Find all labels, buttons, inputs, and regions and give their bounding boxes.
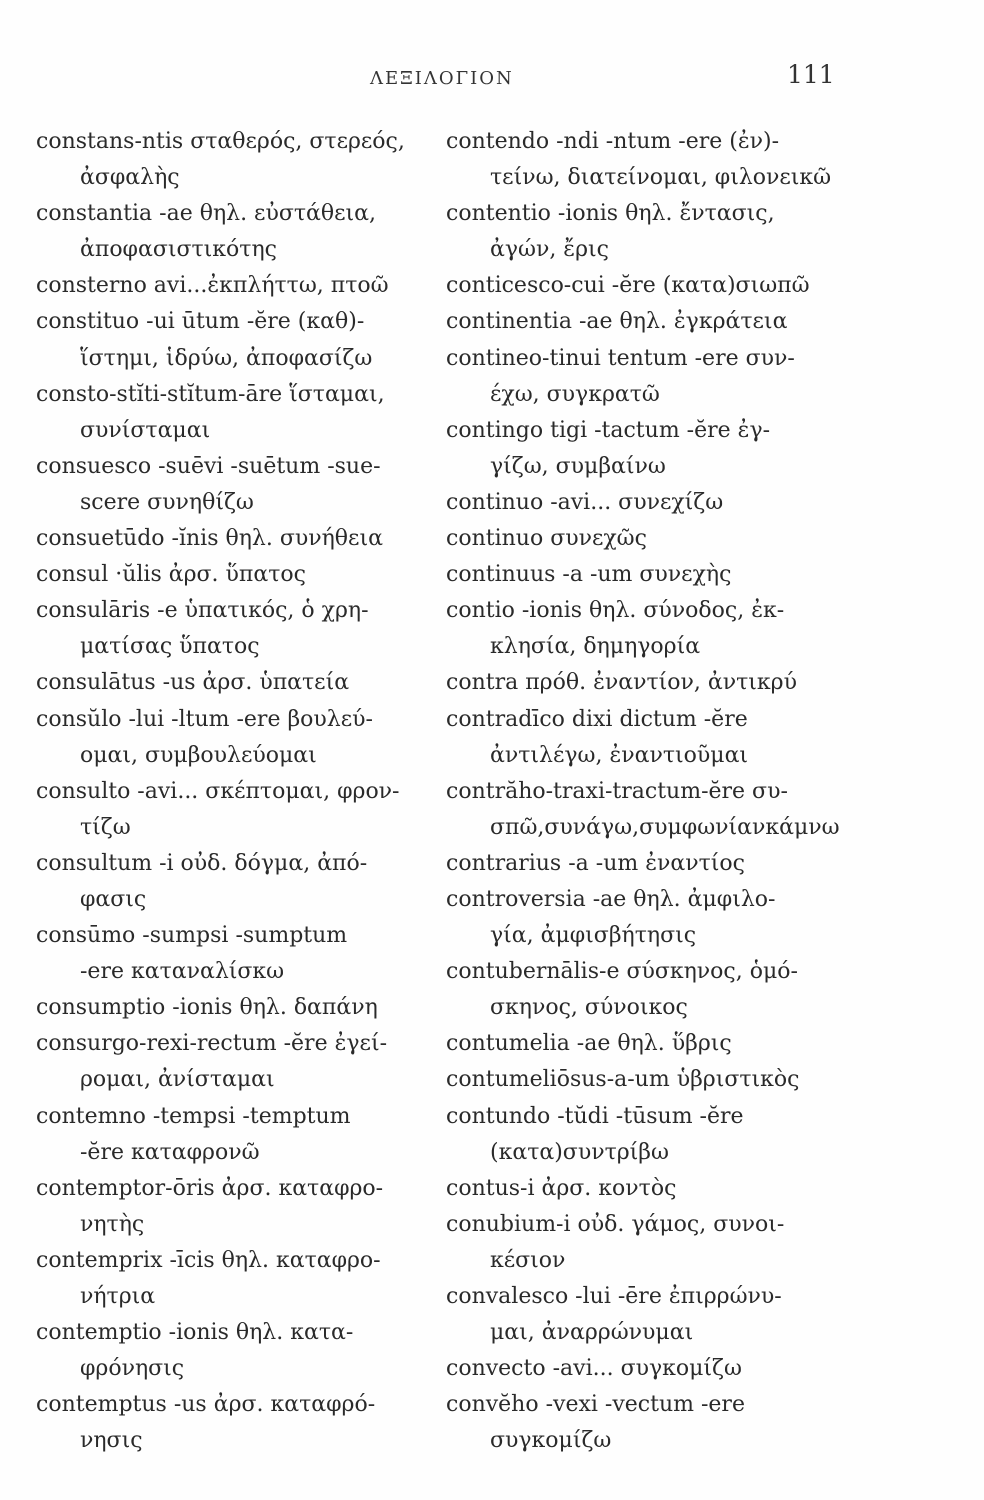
entry-continuation-line: ἀποφασιστικότης [80, 237, 277, 263]
right-column [446, 124, 866, 1459]
entry-line: consultum -i οὐδ. δόγμα, ἀπό- [36, 850, 368, 876]
entry-line: contemprix -īcis θηλ. καταφρο- [36, 1247, 381, 1273]
entry-continuation-line: σπῶ,συνάγω,συμφωνίανκάμνω [490, 814, 840, 840]
left-column [36, 124, 456, 1459]
entry-line: constituo -ui ūtum -ĕre (καθ)- [36, 309, 365, 335]
entry-continuation-line: νήτρια [80, 1284, 156, 1309]
entry-continuation-line: τείνω, διατείνομαι, φιλονεικῶ [490, 165, 832, 191]
entry-line: consterno avi...ἐκπλήττω, πτοῶ [36, 273, 389, 299]
entry-line: contemptor-ōris ἀρσ. καταφρο- [36, 1175, 384, 1201]
entry-line: contio -ionis θηλ. σύνοδος, ἐκ- [446, 598, 785, 624]
entry-line: constans-ntis σταθερός, στερεός, [36, 129, 405, 154]
entry-continuation-line: νητὴς [80, 1211, 145, 1237]
entry-continuation-line: μαι, ἀναρρώνυμαι [490, 1320, 694, 1346]
entry-continuation-line: νησις [80, 1428, 143, 1454]
entry-line: continuo -avi... συνεχίζω [446, 489, 724, 515]
entry-line: contubernālis-e σύσκηνος, ὁμό- [446, 959, 798, 985]
entry-continuation-line: τίζω [80, 814, 131, 840]
entry-line: constantia -ae θηλ. εὐστάθεια, [36, 201, 376, 227]
entry-continuation-line: συγκομίζω [490, 1428, 612, 1454]
entry-continuation-line: φρόνησις [80, 1356, 185, 1382]
page-title: ΛΕΞΙΛΟΓΙΟΝ [370, 68, 514, 89]
entry-line: convĕho -vexi -vectum -ere [446, 1392, 745, 1418]
entry-line: contrăho-traxi-tractum-ĕre συ- [446, 778, 788, 804]
entry-line: consul ·ŭlis ἀρσ. ὕπατος [36, 562, 306, 588]
entry-line: consulto -avi... σκέπτομαι, φρον- [36, 778, 400, 804]
entry-line: contemno -tempsi -temptum [36, 1103, 351, 1129]
entry-line: contumelia -ae θηλ. ὕβρις [446, 1031, 732, 1057]
entry-line: contineo-tinui tentum -ere συν- [446, 345, 795, 371]
entry-line: contumeliōsus-a-um ὑβριστικὸς [446, 1067, 800, 1093]
entry-line: contundo -tŭdi -tūsum -ĕre [446, 1103, 744, 1129]
page-number: 111 [787, 60, 835, 89]
entry-continuation-line: ρομαι, ἀνίσταμαι [80, 1067, 275, 1093]
entry-continuation-line: ἀσφαλὴς [80, 165, 180, 191]
entry-line: consūmo -sumpsi -sumptum [36, 923, 348, 949]
entry-continuation-line: ἀγών, ἔρις [490, 237, 609, 263]
entry-line: consulāris -e ὑπατικός, ὁ χρη- [36, 598, 369, 624]
entry-line: continuus -a -um συνεχὴς [446, 562, 732, 588]
entry-line: contendo -ndi -ntum -ere (ἐν)- [446, 129, 780, 154]
entry-continuation-line: σκηνος, σύνοικος [490, 995, 688, 1021]
entry-continuation-line: έχω, συγκρατῶ [490, 381, 660, 407]
entry-line: contemptio -ionis θηλ. κατα- [36, 1320, 354, 1346]
entry-continuation-line: φασις [80, 886, 147, 912]
entry-line: convalesco -lui -ēre ἐπιρρώνυ- [446, 1284, 782, 1309]
entry-line: controversia -ae θηλ. ἀμφιλο- [446, 886, 776, 912]
entry-line: consumptio -ionis θηλ. δαπάνη [36, 995, 378, 1021]
entry-continuation-line: -ĕre καταφρονῶ [80, 1139, 260, 1165]
entry-continuation-line: ἵστημι, ἱδρύω, ἀποφασίζω [80, 345, 373, 371]
entry-continuation-line: συνίσταμαι [80, 417, 211, 443]
entry-continuation-line: γία, ἀμφισβήτησις [490, 923, 697, 949]
entry-line: contentio -ionis θηλ. ἔντασις, [446, 201, 775, 227]
entry-continuation-line: γίζω, συμβαίνω [490, 453, 666, 479]
entry-continuation-line: ἀντιλέγω, ἐναντιοῦμαι [490, 742, 749, 768]
entry-line: conubium-i οὐδ. γάμος, συνοι- [446, 1211, 785, 1237]
entry-line: convecto -avi... συγκομίζω [446, 1356, 742, 1382]
entry-line: contradīco dixi dictum -ĕre [446, 706, 748, 732]
entry-line: consuetūdo -ĭnis θηλ. συνήθεια [36, 526, 383, 552]
entry-continuation-line: ομαι, συμβουλεύομαι [80, 742, 317, 768]
entry-line: consulātus -us ἀρσ. ὑπατεία [36, 670, 350, 696]
entry-line: continentia -ae θηλ. ἐγκράτεια [446, 309, 788, 335]
entry-line: contingo tigi -tactum -ĕre ἐγ- [446, 417, 771, 443]
entry-line: consuesco -suēvi -suētum -sue- [36, 453, 381, 479]
entry-line: contemptus -us ἀρσ. καταφρό- [36, 1392, 376, 1418]
entry-continuation-line: κλησία, δημηγορία [490, 634, 701, 660]
entry-line: consŭlo -lui -ltum -ere βουλεύ- [36, 706, 373, 732]
entry-continuation-line: -ere καταναλίσκω [80, 959, 285, 985]
entry-line: consurgo-rexi-rectum -ĕre ἐγεί- [36, 1031, 388, 1057]
entry-line: contra πρόθ. ἐναντίον, ἀντικρύ [446, 670, 797, 696]
entry-line: contrarius -a -um ἐναντίος [446, 850, 745, 876]
entry-continuation-line: ματίσας ὕπατος [80, 634, 260, 660]
entry-line: conticesco-cui -ĕre (κατα)σιωπῶ [446, 273, 810, 299]
entry-continuation-line: (κατα)συντρίβω [490, 1139, 669, 1165]
entry-line: continuo συνεχῶς [446, 526, 647, 552]
entry-line: consto-stĭti-stĭtum-āre ἵσταμαι, [36, 381, 385, 407]
entry-continuation-line: scere συνηθίζω [80, 489, 254, 515]
entry-continuation-line: κέσιον [490, 1247, 566, 1273]
entry-line: contus-i ἀρσ. κοντὸς [446, 1175, 677, 1201]
